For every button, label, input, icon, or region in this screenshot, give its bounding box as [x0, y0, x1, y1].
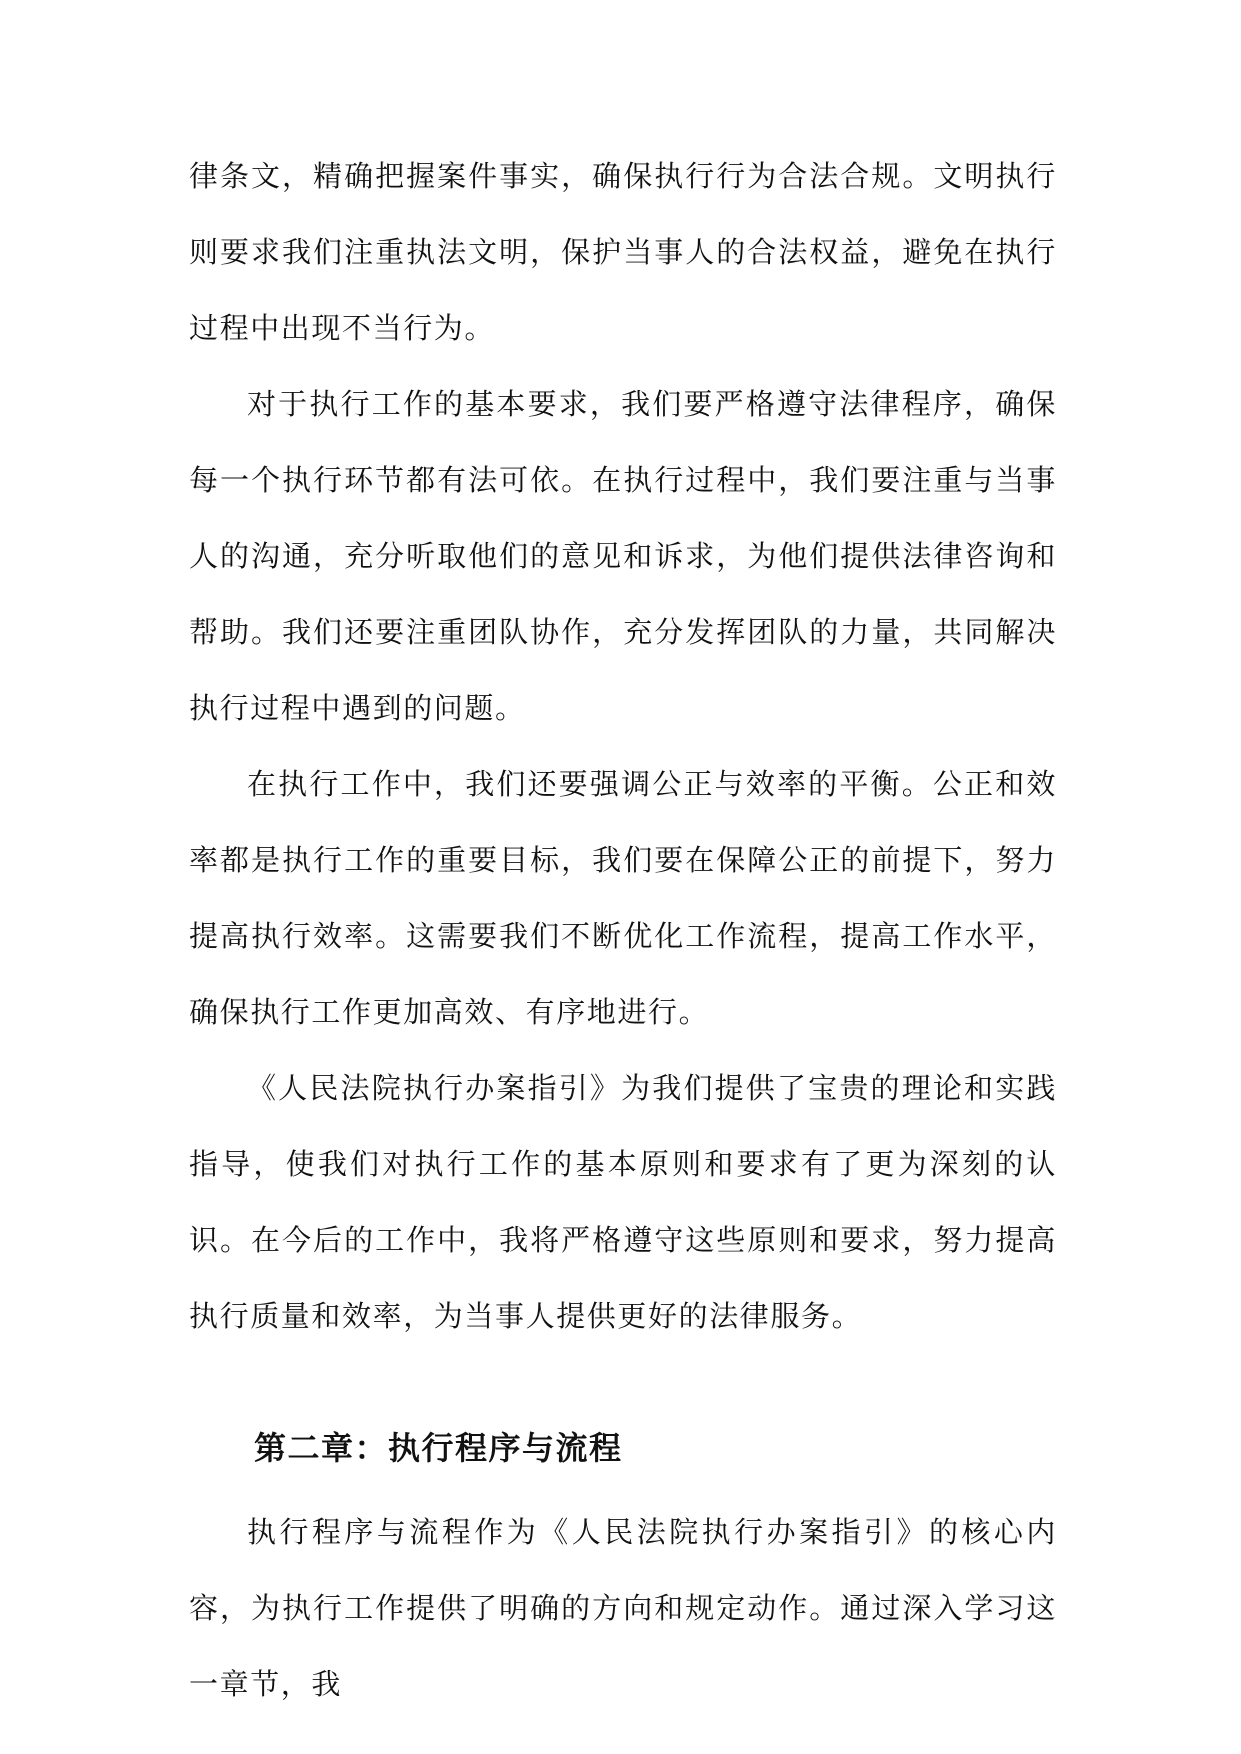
- document-body: [189, 138, 1057, 1722]
- paragraph-fairness-efficiency: 在执行工作中，我们还要强调公正与效率的平衡。公正和效率都是执行工作的重要目标，我们要在保障公正的前提下，努力提高执行效率。这需要我们不断优化工作流程，提高工作水平，确保执行工作更加高效、有序地进行。: [189, 767, 1057, 1029]
- paragraph-chapter-two-intro: 执行程序与流程作为《人民法院执行办案指引》的核心内容，为执行工作提供了明确的方向和规定动作。通过深入学习这一章节，我: [189, 1515, 1057, 1701]
- paragraph-guide-summary: 《人民法院执行办案指引》为我们提供了宝贵的理论和实践指导，使我们对执行工作的基本原则和要求有了更为深刻的认识。在今后的工作中，我将严格遵守这些原则和要求，努力提高执行质量和效率，为当事人提供更好的法律服务。: [189, 1071, 1057, 1333]
- chapter-two-heading: 第二章：执行程序与流程: [254, 1429, 623, 1467]
- paragraph-basic-requirements: 对于执行工作的基本要求，我们要严格遵守法律程序，确保每一个执行环节都有法可依。在执行过程中，我们要注重与当事人的沟通，充分听取他们的意见和诉求，为他们提供法律咨询和帮助。我们还要注重团队协作，充分发挥团队的力量，共同解决执行过程中遇到的问题。: [189, 387, 1057, 725]
- paragraph-continuation: 律条文，精确把握案件事实，确保执行行为合法合规。文明执行则要求我们注重执法文明，保护当事人的合法权益，避免在执行过程中出现不当行为。: [189, 159, 1057, 345]
